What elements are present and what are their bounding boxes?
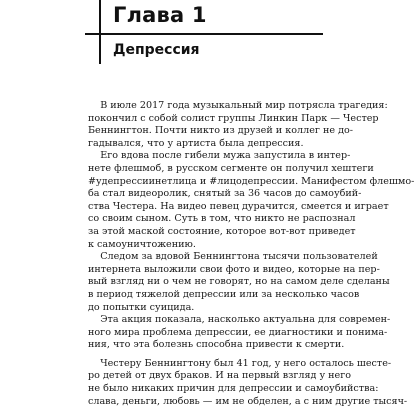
chapter-subtitle: Депрессия	[113, 42, 200, 58]
chapter-title: Глава 1	[113, 3, 207, 27]
paragraph-block-2: Честеру Беннингтону был 41 год, у него осталось шесте- ро детей от двух браков. И на первый взгляд у него не было никаких причин для депрессии и самоубийства: слава, деньги, любовь — им не обделен, а с ним другие тысяч-	[88, 357, 408, 407]
vertical-rule	[99, 0, 101, 64]
horizontal-rule	[85, 33, 323, 35]
body-text	[88, 100, 415, 408]
paragraph-block-1: В июле 2017 года музыкальный мир потрясла трагедия: покончил с собой солист группы Линкин Парк — Честер Беннингтон. Почти никто из друзей и коллег не до- гадывался, что у артиста была депрессия. Его вдова после гибели мужа запустила в интер- нете флешмоб, в русском сегменте он получил хештеги #удепрессиинетлица и #лицодепрессии. Манифестом флешмо- ба стал видеоролик, снятый за 36 часов до самоубий- ства Честера. На видео певец дурачится, смеется и играет со своим сыном. Суть в том, что никто не распознал за этой маской состояние, которое вот-вот приведет к самоуничтожению. Следом за вдовой Беннингтона тысячи пользователей интернета выложили свои фото и видео, которые на пер- вый взгляд ни о чем не говорят, но на самом деле сделаны в период тяжелой депрессии или за несколько часов до попытки суицида. Эта акция показала, насколько актуальна для современ- ного мира проблема депрессии, ее диагностики и понима- ния, что эта болезнь способна привести к смерти.	[88, 100, 415, 351]
